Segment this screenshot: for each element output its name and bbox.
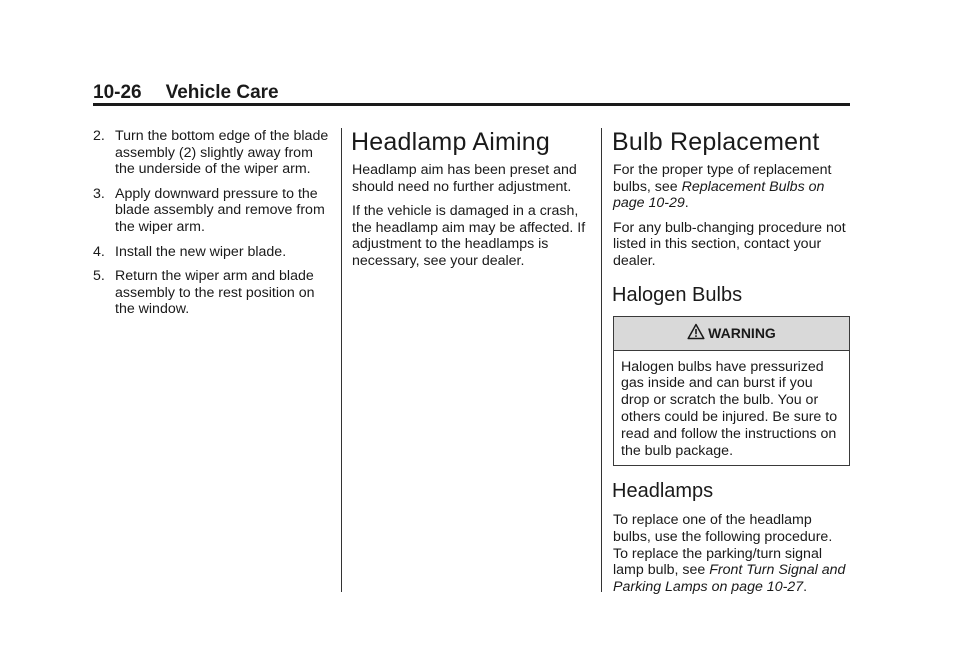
step-text: Turn the bottom edge of the blade assembly (2) slightly away from the underside of the wiper arm.: [115, 128, 329, 178]
bulb-paragraph-2: For any bulb-changing procedure not listed in this section, contact your dealer.: [613, 219, 846, 269]
replacement-bulbs-reference[interactable]: Replacement Bulbs on page 10-29: [613, 178, 825, 212]
headlamp-aiming-heading: Headlamp Aiming: [351, 128, 550, 156]
step-number: 4.: [93, 243, 105, 260]
list-item: [93, 244, 329, 261]
list-item: [93, 268, 329, 318]
warning-box: [613, 316, 850, 467]
warning-text: Halogen bulbs have pressurized gas inside and can burst if you drop or scratch the bulb. You or others could be injured. Be sure to read and follow the instructions on the bulb package.: [621, 358, 838, 459]
wiper-step-list: [93, 128, 329, 318]
column-divider-1: [341, 128, 342, 592]
column-divider-2: [601, 128, 602, 592]
aiming-paragraph-1: Headlamp aim has been preset and should need no further adjustment.: [352, 162, 577, 195]
section-title: Vehicle Care: [165, 82, 279, 103]
list-item: [93, 128, 329, 178]
headlamps-paragraph-end: .: [803, 578, 808, 595]
aiming-paragraph-2: If the vehicle is damaged in a crash, the headlamp aim may be affected. If adjustment to the headlamps is necessary, see your dealer.: [352, 203, 586, 269]
warning-triangle-icon: [687, 323, 708, 344]
bulb-paragraph-1: [613, 162, 850, 212]
warning-label: WARNING: [708, 324, 776, 341]
bulb-paragraph-1-end: .: [684, 195, 689, 212]
column-wiper-steps: [93, 128, 329, 326]
step-text: Return the wiper arm and blade assembly to the rest position on the window.: [115, 268, 315, 318]
step-number: 3.: [93, 185, 105, 202]
list-item: [93, 186, 329, 236]
header-rule: [93, 103, 850, 106]
front-turn-signal-reference[interactable]: Front Turn Signal and Parking Lamps on page 10-27: [613, 562, 846, 595]
halogen-bulbs-heading: Halogen Bulbs: [612, 283, 743, 306]
headlamps-heading: Headlamps: [612, 480, 714, 503]
step-number: 5.: [93, 268, 105, 285]
warning-header: [614, 317, 849, 351]
column-bulb-replacement: [613, 128, 850, 603]
page-number: 10-26: [93, 82, 142, 103]
page-header: [93, 82, 279, 104]
column-headlamp-aiming: [352, 128, 588, 278]
bulb-paragraph-1-text: For the proper type of replacement bulbs, see: [613, 162, 832, 195]
step-text: Apply downward pressure to the blade assembly and remove from the wiper arm.: [115, 185, 325, 235]
headlamps-paragraph-text: To replace one of the headlamp bulbs, use the following procedure. To replace the parking/turn signal lamp bulb, see: [613, 512, 833, 579]
bulb-replacement-heading: Bulb Replacement: [612, 128, 820, 156]
headlamps-paragraph: [613, 512, 850, 595]
step-text: Install the new wiper blade.: [115, 243, 287, 260]
step-number: 2.: [93, 128, 105, 144]
